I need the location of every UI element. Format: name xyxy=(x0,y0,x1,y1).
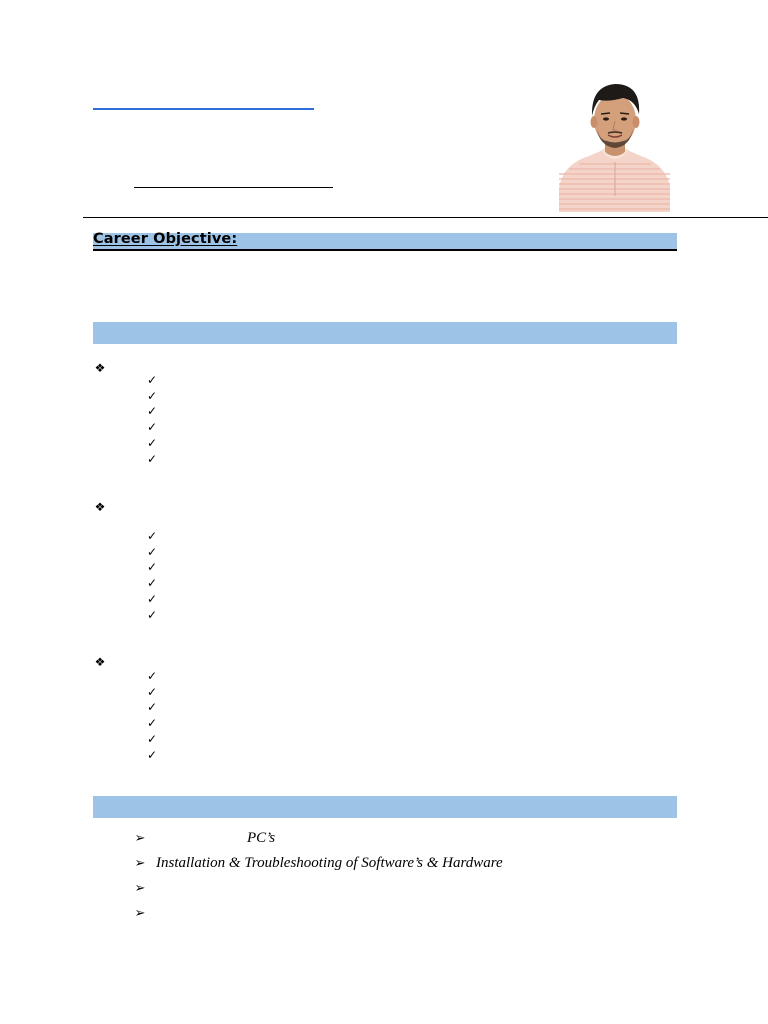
check-icon: ✓ xyxy=(146,748,158,762)
skill-item-2: Installation & Troubleshooting of Software’s & Hardware xyxy=(156,855,503,871)
header-divider xyxy=(83,217,768,218)
check-icon: ✓ xyxy=(146,669,158,683)
check-icon: ✓ xyxy=(146,404,158,418)
profile-photo xyxy=(559,78,670,212)
career-objective-section-bar xyxy=(93,233,677,251)
section-bar-3 xyxy=(93,796,677,818)
profile-photo-image xyxy=(559,78,670,212)
arrow-bullet-icon: ➢ xyxy=(134,880,146,895)
header-name-underline xyxy=(93,108,314,110)
skill-item-1: PC’s xyxy=(247,830,276,846)
career-objective-heading: Career Objective: xyxy=(93,231,238,247)
arrow-bullet-icon: ➢ xyxy=(134,855,146,870)
section-bar-2 xyxy=(93,322,677,344)
check-icon: ✓ xyxy=(146,560,158,574)
check-icon: ✓ xyxy=(146,389,158,403)
check-icon: ✓ xyxy=(146,452,158,466)
arrow-bullet-icon: ➢ xyxy=(134,830,146,845)
diamond-bullet-icon: ❖ xyxy=(94,361,106,375)
check-icon: ✓ xyxy=(146,700,158,714)
check-icon: ✓ xyxy=(146,732,158,746)
diamond-bullet-icon: ❖ xyxy=(94,500,106,514)
check-icon: ✓ xyxy=(146,420,158,434)
diamond-bullet-icon: ❖ xyxy=(94,655,106,669)
check-icon: ✓ xyxy=(146,436,158,450)
check-icon: ✓ xyxy=(146,373,158,387)
check-icon: ✓ xyxy=(146,685,158,699)
check-icon: ✓ xyxy=(146,529,158,543)
check-icon: ✓ xyxy=(146,545,158,559)
check-icon: ✓ xyxy=(146,576,158,590)
check-icon: ✓ xyxy=(146,608,158,622)
header-subline xyxy=(134,187,333,188)
check-icon: ✓ xyxy=(146,716,158,730)
arrow-bullet-icon: ➢ xyxy=(134,905,146,920)
check-icon: ✓ xyxy=(146,592,158,606)
